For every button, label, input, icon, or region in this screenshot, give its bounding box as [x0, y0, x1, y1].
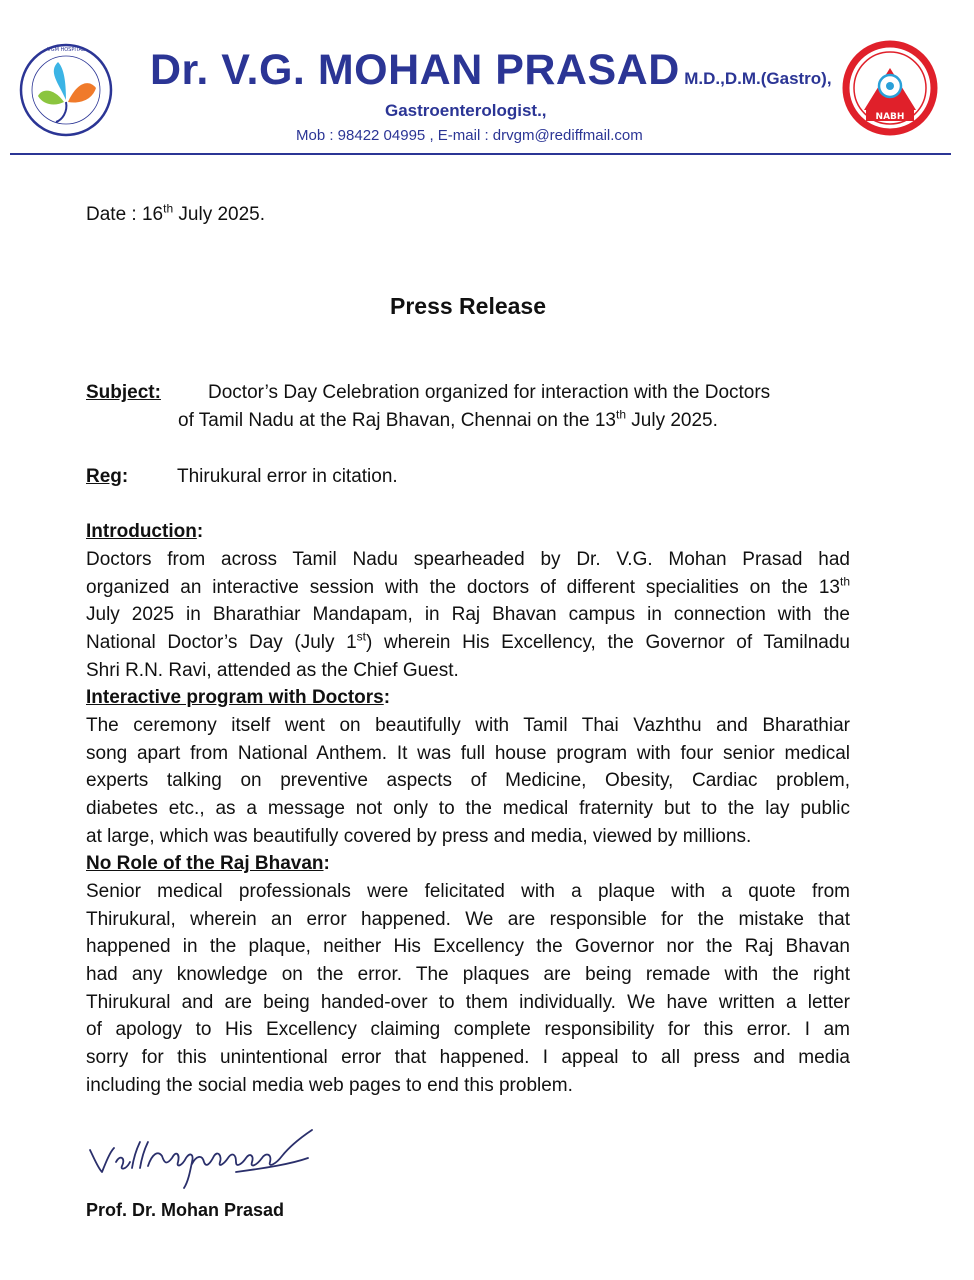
specialty: Gastroenterologist.,: [385, 101, 547, 120]
handwritten-signature-icon: [86, 1128, 326, 1194]
butterfly-logo-icon: [18, 42, 114, 138]
no-role-paragraph: Senior medical professionals were felicitated with a plaque with a quote from Thirukural, wherein an error happened. We are responsible for the mistake that happened in the plaque, neither His Excellency the Governor nor the Raj Bhavan had any knowledge on the error. The plaques are being remade with the right Thirukural and are being handed-over to them individually. We have written a letter of apology to His Excellency claiming complete responsibility for this error. I am sorry for this unintentional error that happened. I appeal to all press and media including the social media web pages to end this problem.: [86, 881, 850, 1096]
reg-text: Thirukural error in citation.: [177, 466, 398, 487]
header-divider: [10, 153, 951, 155]
subject-label: Subject:: [86, 382, 161, 403]
signatory-name: Prof. Dr. Mohan Prasad: [86, 1200, 285, 1220]
document-title: Press Release: [389, 293, 546, 319]
letter-date: Date : 16th July 2025.: [86, 201, 266, 225]
introduction-heading: Introduction:: [86, 521, 204, 542]
subject-text-continued: of Tamil Nadu at the Raj Bhavan, Chennai on the 13th July 2025.: [178, 407, 718, 431]
no-role-heading: No Role of the Raj Bhavan:: [86, 853, 330, 874]
nabh-label: NABH: [875, 112, 905, 122]
subject-text: Doctor’s Day Celebration organized for interaction with the Doctors: [208, 382, 771, 403]
nabh-seal-icon: [842, 40, 938, 136]
introduction-paragraph: Doctors from across Tamil Nadu spearheaded by Dr. V.G. Mohan Prasad had organized an interactive session with the doctors of different specialities on the 13th July 2025 in Bharathiar Mandapam, in Raj Bhavan campus in connection with the National Doctor’s Day (July 1st) wherein His Excellency, the Governor of Tamilnadu Shri R.N. Ravi, attended as the Chief Guest.: [86, 549, 850, 681]
contact-line: Mob : 98422 04995 , E-mail : drvgm@rediffmail.com: [296, 127, 643, 144]
reg-label: Reg:: [86, 466, 129, 487]
doctor-name: Dr. V.G. MOHAN PRASAD: [150, 46, 680, 94]
qualifications: M.D.,D.M.(Gastro),: [684, 69, 832, 88]
letterhead-name-row: [150, 46, 832, 95]
svg-text:VGM HOSPITAL: VGM HOSPITAL: [47, 47, 85, 53]
interactive-program-heading: Interactive program with Doctors:: [86, 687, 391, 708]
interactive-program-paragraph: The ceremony itself went on beautifully with Tamil Thai Vazhthu and Bharathiar song apart from National Anthem. It was full house program with four senior medical experts talking on preventive aspects of Medicine, Obesity, Cardiac problem, diabetes etc., as a message not only to the medical fraternity but to the lay public at large, which was beautifully covered by press and media, viewed by millions.: [86, 715, 850, 847]
